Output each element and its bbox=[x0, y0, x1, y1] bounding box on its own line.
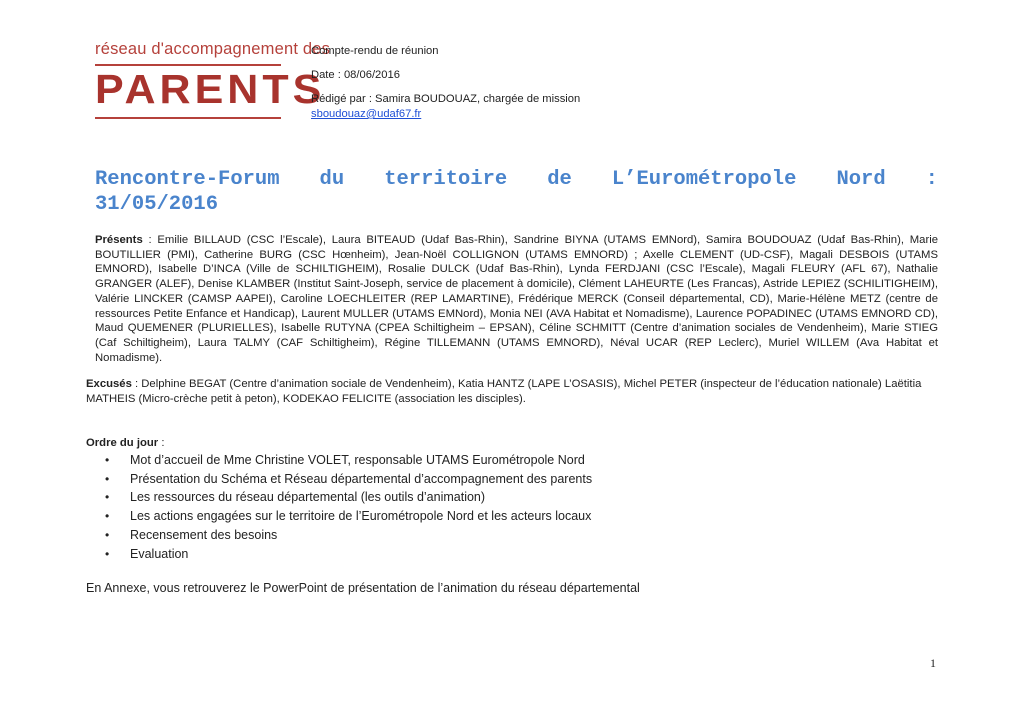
bullet-icon: • bbox=[105, 527, 110, 542]
agenda-list bbox=[105, 451, 592, 563]
attendees-label: Présents bbox=[95, 234, 143, 246]
bullet-icon: • bbox=[105, 546, 110, 561]
attendees-paragraph bbox=[95, 233, 938, 365]
logo-rule-top bbox=[95, 64, 281, 66]
list-item: • Evaluation bbox=[105, 545, 592, 564]
logo-tagline: réseau d'accompagnement des bbox=[95, 40, 331, 58]
excused-text: : Delphine BEGAT (Centre d’animation sociale de Vendenheim), Katia HANTZ (LAPE L’OSASIS), Michel PETER (inspecteur de l’éducation nationale) Laëtitia MATHEIS (Micro-crèche petit à peton), KODEKAO FELICITE (association les disciples). bbox=[86, 378, 922, 405]
logo-wordmark: PARENTS bbox=[95, 67, 326, 113]
agenda-heading: Ordre du jour : bbox=[86, 437, 165, 449]
bullet-icon: • bbox=[105, 509, 110, 524]
attendees-text: : Emilie BILLAUD (CSC l’Escale), Laura BITEAUD (Udaf Bas-Rhin), Sandrine BIYNA (UTAMS EMNord), Samira BOUDOUAZ (Udaf Bas-Rhin), Marie BOUTILLIER (PMI), Catherine BURG (CSC Hœnheim), Jean-Noël COLLIGNON (UTAMS EMNORD) ; Axelle CLEMENT (UD-CSF), Magali DESBOIS (UTAMS EMNORD), Isabelle D’INCA (Ville de SCHILTIGHEIM), Rosalie DULCK (Udaf Bas-Rhin), Lynda FERDJANI (CSC l’Escale), Magali FLEURY (AFL 67), Nathalie GRANGER (ALEF), Denise KLAMBER (Institut Saint-Joseph, service de placement à domicile), Clément LAHEURTE (Les Francas), Astride LEPIEZ (SCHILITIGHEIM), Valérie LINCKER (CAMSP AAPEI), Caroline LOECHLEITER (REP LAMARTINE), Frédérique MERCK (Conseil départemental, CD), Marie-Hélène METZ (centre de ressources Petite Enfance et Handicap), Laurent MULLER (UTAMS EMNord), Monia NEI (AVA Habitat et Nomadisme), Laurence POPADINEC (UTAMS EMNORD CD), Maud QUEMENER (PLURIELLES), Isabelle RUTYNA (CPEA Schiltigheim – EPSAN), Céline SCHMITT (Centre d’animation sociales de Vendenheim), Marie STIEG (Caf Schiltigheim), Laura TALMY (CAF Schiltigheim), Régine TILLEMANN (UTAMS EMNORD), Néval UCAR (REP Leclerc), Muriel WILLEM (Ava Habitat et Nomadisme). bbox=[95, 234, 938, 364]
page-number: 1 bbox=[930, 656, 936, 670]
document-meta bbox=[311, 44, 580, 122]
list-item: • Les actions engagées sur le territoire de l’Eurométropole Nord et les acteurs locaux bbox=[105, 507, 592, 526]
bullet-icon: • bbox=[105, 471, 110, 486]
annex-note: En Annexe, vous retrouverez le PowerPoint de présentation de l’animation du réseau départemental bbox=[86, 581, 640, 595]
doc-type: Compte-rendu de réunion bbox=[311, 45, 439, 57]
list-item: • Les ressources du réseau départemental (les outils d’animation) bbox=[105, 488, 592, 507]
doc-author: Rédigé par : Samira BOUDOUAZ, chargée de mission bbox=[311, 93, 581, 105]
agenda-label: Ordre du jour bbox=[86, 437, 159, 449]
excused-label: Excusés bbox=[86, 378, 132, 390]
logo bbox=[95, 40, 331, 119]
bullet-icon: • bbox=[105, 453, 110, 467]
doc-date: Date : 08/06/2016 bbox=[311, 69, 400, 81]
logo-rule-bottom bbox=[95, 117, 281, 119]
title-line-2: 31/05/2016 bbox=[95, 193, 219, 216]
list-item: • Recensement des besoins bbox=[105, 526, 592, 545]
page-title bbox=[95, 167, 938, 217]
list-item: • Mot d’accueil de Mme Christine VOLET, responsable UTAMS Eurométropole Nord bbox=[105, 451, 592, 470]
bullet-icon: • bbox=[105, 490, 110, 505]
list-item: • Présentation du Schéma et Réseau départemental d’accompagnement des parents bbox=[105, 470, 592, 489]
author-email-link[interactable]: sboudouaz@udaf67.fr bbox=[311, 108, 422, 120]
title-line-1: Rencontre-Forum du territoire de L’Eurométropole Nord : bbox=[95, 168, 938, 191]
excused-paragraph bbox=[86, 377, 936, 406]
